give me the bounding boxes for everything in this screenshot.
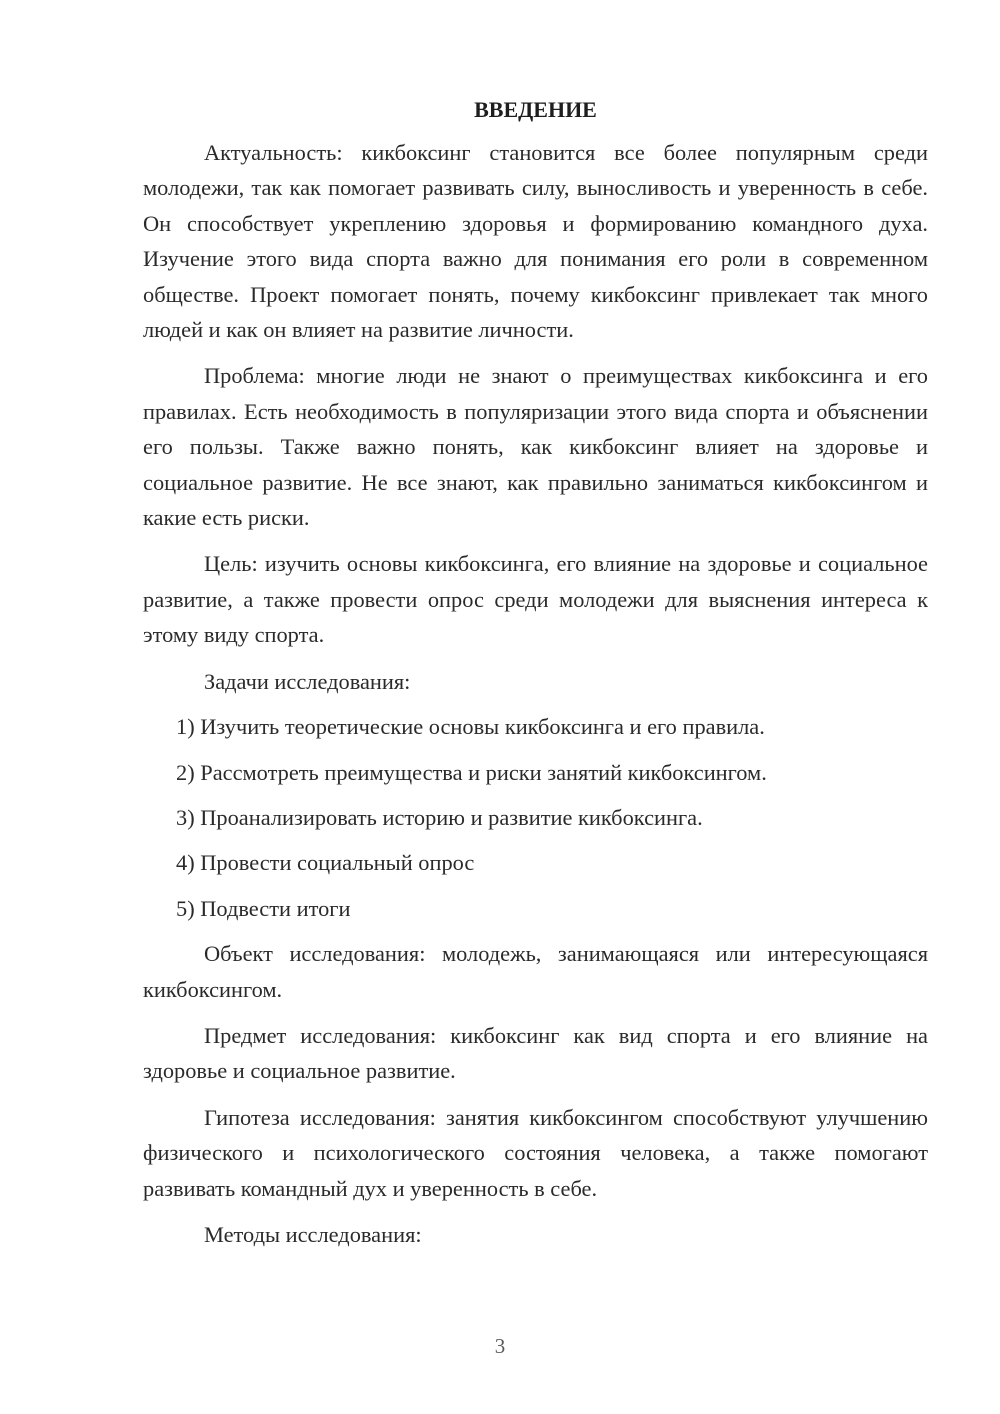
- list-item: 5) Подвести итоги: [176, 895, 351, 921]
- paragraph-object: Объект исследования: молодежь, занимающаяся или интересующаяся кикбоксингом.: [143, 941, 928, 1002]
- page-number: 3: [494, 1334, 506, 1358]
- list-item: 2) Рассмотреть преимущества и риски занятий кикбоксингом.: [176, 759, 767, 785]
- paragraph-goal: Цель: изучить основы кикбоксинга, его влияние на здоровье и социальное развитие, а также провести опрос среди молодежи для выяснения интереса к этому виду спорта.: [143, 551, 928, 648]
- paragraph-relevance: Актуальность: кикбоксинг становится все более популярным среди молодежи, так как помогает развивать силу, выносливость и уверенность в себе. Он способствует укреплению здоровья и формированию командного духа. Изучение этого вида спорта важно для понимания его роли в современном обществе. Проект помогает понять, почему кикбоксинг привлекает так много людей и как он влияет на развитие личности.: [143, 140, 928, 343]
- methods-heading: Методы исследования:: [204, 1221, 422, 1247]
- list-item: 1) Изучить теоретические основы кикбоксинга и его правила.: [176, 714, 765, 740]
- tasks-list: [143, 709, 928, 926]
- document-page: [143, 95, 928, 1262]
- list-item: 4) Провести социальный опрос: [176, 850, 475, 876]
- paragraph-problem: Проблема: многие люди не знают о преимуществах кикбоксинга и его правилах. Есть необходимость в популяризации этого вида спорта и объяснении его пользы. Также важно понять, как кикбоксинг влияет на здоровье и социальное развитие. Не все знают, как правильно заниматься кикбоксингом и какие есть риски.: [143, 363, 928, 531]
- paragraph-hypothesis: Гипотеза исследования: занятия кикбоксингом способствуют улучшению физического и психологического состояния человека, а также помогают развивать командный дух и уверенность в себе.: [143, 1104, 928, 1201]
- page-title: ВВЕДЕНИЕ: [474, 97, 597, 122]
- paragraph-subject: Предмет исследования: кикбоксинг как вид спорта и его влияние на здоровье и социальное развитие.: [143, 1022, 928, 1084]
- list-item: 3) Проанализировать историю и развитие кикбоксинга.: [176, 804, 703, 830]
- tasks-heading: Задачи исследования:: [204, 668, 411, 694]
